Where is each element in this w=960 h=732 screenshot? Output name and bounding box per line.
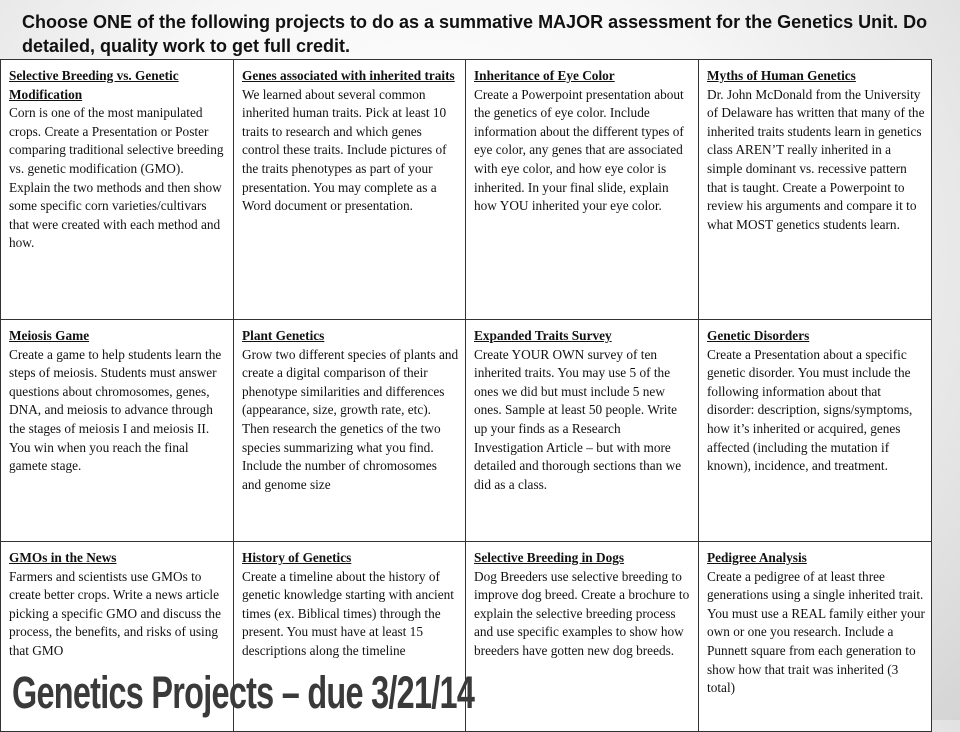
project-title: Plant Genetics [242,328,325,343]
project-description: Create a Presentation about a specific genetic disorder. You must include the following information about that disorder: description, signs/symptoms, how it’s inherited or acquired, genes affected (including the mutation if known), incidence, and treatment. [707,346,913,474]
project-description: Corn is one of the most manipulated crops. Create a Presentation or Poster comparing traditional selective breeding vs. genetic modification (GMO). Explain the two methods and then show some specific corn varieties/cultivars that were created with each method and how. [9,105,224,251]
project-title: Selective Breeding in Dogs [474,550,625,565]
project-title: Meiosis Game [9,328,90,343]
project-description: Create YOUR OWN survey of ten inherited traits. You may use 5 of the ones we did but must include 5 new ones. Sample at least 50 people. Write up your finds as a Research Investigation Article – but with more detailed and thorough sections than we did as a class. [474,346,682,492]
project-cell-eye-color [466,60,699,320]
project-description: Create a pedigree of at least three generations using a single inherited trait. You must use a REAL family either your own or one you research. Include a Punnett square from each generation to show how that trait was inherited (3 total) [707,568,925,696]
project-cell-meiosis-game [1,320,234,542]
table-row [1,60,932,320]
project-cell-pedigree-analysis [699,542,932,732]
project-description: Dr. John McDonald from the University of Delaware has written that many of the inherited traits students learn in genetics class AREN’T really inherited in a simple dominant vs. recessive pattern that is taught. Create a Powerpoint to review his arguments and compare it to what MOST genetics students learn. [707,86,925,232]
project-description: Create a game to help students learn the steps of meiosis. Students must answer questions about chromosomes, genes, DNA, and meiosis to advance through the stages of meiosis I and meiosis II. You win when you reach the final gamete stage. [9,346,222,474]
project-description: Dog Breeders use selective breeding to improve dog breed. Create a brochure to explain the selective breeding process and use specific examples to show how breeders have gotten new dog breeds. [474,568,690,658]
project-title: Inheritance of Eye Color [474,68,615,83]
project-cell-inherited-traits-genes [234,60,466,320]
project-cell-genetic-disorders [699,320,932,542]
slide-title: Genetics Projects – due 3/21/14 [12,667,475,718]
project-cell-genetics-myths [699,60,932,320]
instructions-heading: Choose ONE of the following projects to do as a summative MAJOR assessment for the Genetics Unit. Do detailed, quality work to get full credit. [22,12,928,56]
project-cell-dog-breeding [466,542,699,732]
project-title: Genetic Disorders [707,328,810,343]
project-description: Create a Powerpoint presentation about the genetics of eye color. Include information about the different types of eye color, any genes that are associated with eye color, and how eye color is inherited. In your final slide, explain how YOU inherited your eye color. [474,86,684,214]
project-title: GMOs in the News [9,550,117,565]
project-description: Farmers and scientists use GMOs to create better crops. Write a news article picking a specific GMO and discuss the process, the benefits, and risks of using that GMO [9,568,221,658]
project-title: Pedigree Analysis [707,550,807,565]
projects-table [0,59,932,732]
project-description: We learned about several common inherited human traits. Pick at least 10 traits to research and which genes control these traits. Include pictures of the traits phenotypes as part of your presentation. You may complete as a Word document or presentation. [242,86,447,214]
project-description: Grow two different species of plants and create a digital comparison of their phenotype similarities and differences (appearance, size, growth rate, etc). Then research the genetics of the two species summarizing what you find. Include the number of chromosomes and genome size [242,346,459,492]
project-cell-plant-genetics [234,320,466,542]
project-title: History of Genetics [242,550,352,565]
project-cell-selective-breeding-vs-gmo [1,60,234,320]
project-description: Create a timeline about the history of genetic knowledge starting with ancient times (ex. Biblical times) through the present. You must have at least 15 descriptions along the timeline [242,568,454,658]
table-row [1,320,932,542]
project-cell-traits-survey [466,320,699,542]
project-title: Genes associated with inherited traits [242,68,455,83]
project-title: Selective Breeding vs. Genetic Modification [9,68,179,102]
project-title: Expanded Traits Survey [474,328,612,343]
project-title: Myths of Human Genetics [707,68,856,83]
